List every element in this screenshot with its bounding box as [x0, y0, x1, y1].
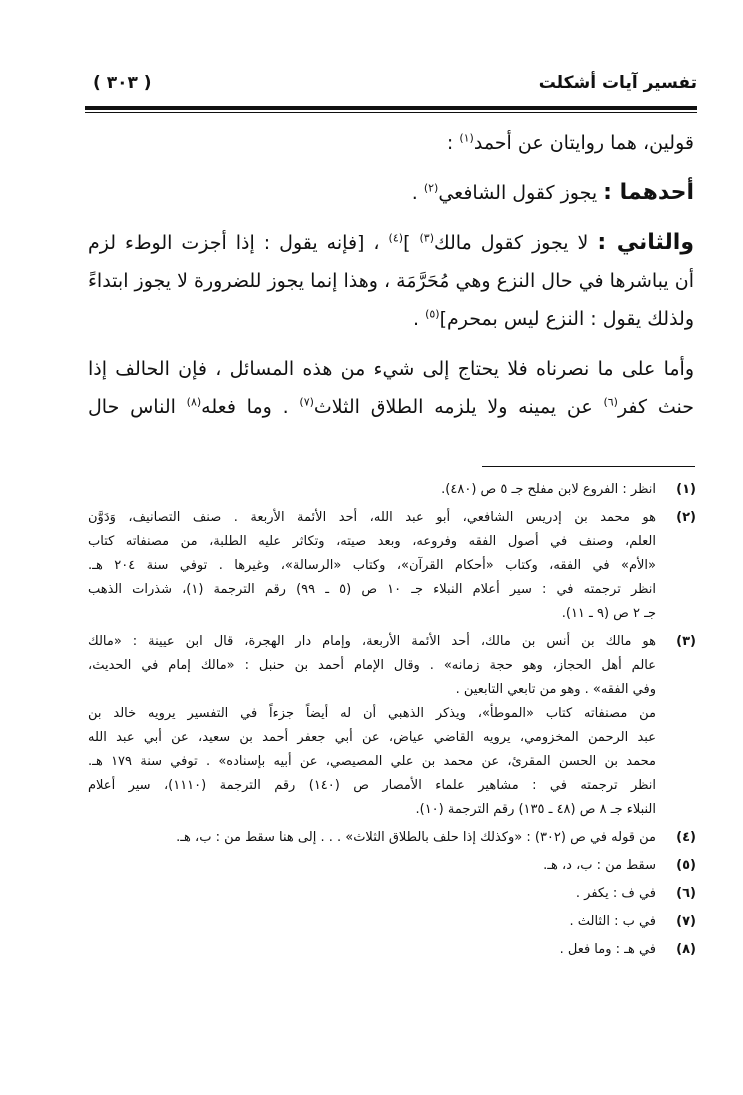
main-text: [88, 124, 694, 426]
footnote-line: في ب : الثالث .: [569, 914, 656, 929]
footnote-line: في ف : يكفر .: [575, 886, 656, 901]
footnote: [88, 826, 696, 850]
text-line: [88, 224, 694, 262]
lead-word: والثاني :: [597, 230, 694, 255]
footnote: [88, 506, 696, 626]
footnote-ref: (٦): [603, 395, 618, 409]
footnote-line: عبد الرحمن المخزومي، يرويه القاضي عياض، عن أبي جعفر أحمد بن سعيد، عن أبي عبد الله: [88, 730, 656, 745]
text-line: [88, 300, 694, 338]
footnote-ref: (٤): [388, 231, 404, 245]
text-segment: ولذلك يقول : النزع ليس بمحرم]: [439, 308, 694, 330]
footnote: [88, 910, 696, 934]
footnote-number: (٨): [676, 942, 696, 957]
footnote-line: «الأم» في الفقه، وكتاب «أحكام القرآن»، وكتاب «الرسالة»، وغيرها . توفي سنة ٢٠٤ هـ.: [88, 558, 656, 573]
text-segment: ، [فإنه يقول : إذا أجزت الوطء لزم: [88, 232, 389, 254]
footnote-line: النبلاء جـ ٨ ص (٤٨ ـ ١٣٥) رقم الترجمة (١٠).: [415, 802, 656, 817]
footnote: [88, 938, 696, 962]
running-header: [85, 70, 697, 104]
footnote-ref: (٧): [299, 395, 314, 409]
footnote-line: من قوله في ص (٣٠٢) : «وكذلك إذا حلف بالطلاق الثلاث» . . . إلى هنا سقط من : ب، هـ.: [176, 830, 656, 845]
footnote: [88, 854, 696, 878]
text-segment: أن يباشرها في حال النزع وهي مُحَرَّمَة ، وهذا إنما يجوز للضرورة لا يجوز ابتداءً: [88, 270, 694, 292]
footnote-number: (٢): [676, 510, 696, 525]
footnote-ref: (٢): [423, 181, 439, 195]
footnote-line: سقط من : ب، د، هـ.: [543, 858, 656, 873]
text-segment: قولين، هما روايتان عن أحمد: [473, 132, 694, 154]
footnotes: [88, 478, 696, 966]
text-line: [88, 388, 694, 426]
footnote-ref: (٥): [425, 307, 440, 321]
footnote-ref: (٨): [186, 395, 202, 409]
text-segment: .: [412, 308, 426, 330]
footnote-line: انظر ترجمته في : سير أعلام النبلاء جـ ١٠ ص (٥ ـ ٩٩) رقم الترجمة (١)، شذرات الذهب: [88, 582, 656, 597]
footnote-line: انظر : الفروع لابن مفلح جـ ٥ ص (٤٨٠).: [441, 482, 656, 497]
footnote-number: (٦): [676, 886, 696, 901]
footnote: [88, 630, 696, 822]
header-rule-thick: [85, 106, 697, 110]
footnote-line: من مصنفاته كتاب «الموطأ»، ويذكر الذهبي أن له أيضاً جزءاً في التفسير يرويه خالد بن: [88, 706, 656, 721]
footnote-ref: (١): [459, 131, 474, 145]
text-line: [88, 174, 694, 212]
text-line: [88, 350, 694, 388]
text-segment: ]: [403, 232, 420, 254]
text-segment: .: [411, 182, 424, 204]
text-segment: لا يجوز كقول مالك: [433, 232, 598, 254]
footnote: [88, 882, 696, 906]
footnote-line: جـ ٢ ص (٩ ـ ١١).: [561, 606, 656, 621]
text-segment: عن يمينه ولا يلزمه الطلاق الثلاث: [313, 396, 604, 418]
footnote-number: (٣): [676, 634, 696, 649]
text-line: [88, 262, 694, 300]
footnote-number: (٤): [676, 830, 696, 845]
footnote: [88, 478, 696, 502]
footnote-separator: [482, 466, 695, 467]
footnote-line: وفي الفقه» . وهو من تابعي التابعين .: [455, 682, 656, 697]
text-segment: وأما على ما نصرناه فلا يحتاج إلى شيء من هذه المسائل ، فإن الحالف إذا: [88, 358, 694, 380]
footnote-ref: (٣): [419, 231, 434, 245]
footnote-number: (١): [676, 482, 696, 497]
footnote-number: (٧): [676, 914, 696, 929]
footnote-line: هو محمد بن إدريس الشافعي، أبو عبد الله، أحد الأئمة الأربعة . صنف التصانيف، وَدَوَّن: [88, 510, 656, 525]
text-segment: يجوز كقول الشافعي: [438, 182, 604, 204]
page-number: ( ٣٠٣ ): [93, 73, 152, 93]
header-rule-thin: [85, 112, 697, 113]
footnote-line: محمد بن الحسن المقرئ، عن محمد بن علي المصيصي، عن أبيه بإسناده» . توفي سنة ١٧٩ هـ.: [88, 754, 656, 769]
text-segment: . وما فعله: [201, 396, 300, 418]
text-segment: :: [446, 132, 460, 154]
text-segment: الناس حال: [88, 396, 187, 418]
footnote-line: في هـ : وما فعل .: [559, 942, 656, 957]
text-line: [88, 124, 694, 162]
book-title: تفسير آيات أشكلت: [538, 73, 697, 93]
footnote-line: عالم أهل الحجاز، وهو حجة زمانه» . وقال الإمام أحمد بن حنبل : «مالك إمام في الحديث،: [88, 658, 656, 673]
text-segment: حنث كفر: [617, 396, 694, 418]
footnote-line: انظر ترجمته في : مشاهير علماء الأمصار ص (١٤٠) رقم الترجمة (١١١٠)، سير أعلام: [88, 778, 656, 793]
lead-word: أحدهما :: [603, 180, 694, 205]
footnote-line: العلم، وصنف في أصول الفقه وفروعه، وبعد صيته، وتكاثر عليه الطلبة، من مصنفاته كتاب: [88, 534, 656, 549]
footnote-line: هو مالك بن أنس بن مالك، أحد الأئمة الأربعة، وإمام دار الهجرة، قال ابن عيينة : «مالك: [88, 634, 656, 649]
footnote-number: (٥): [676, 858, 696, 873]
